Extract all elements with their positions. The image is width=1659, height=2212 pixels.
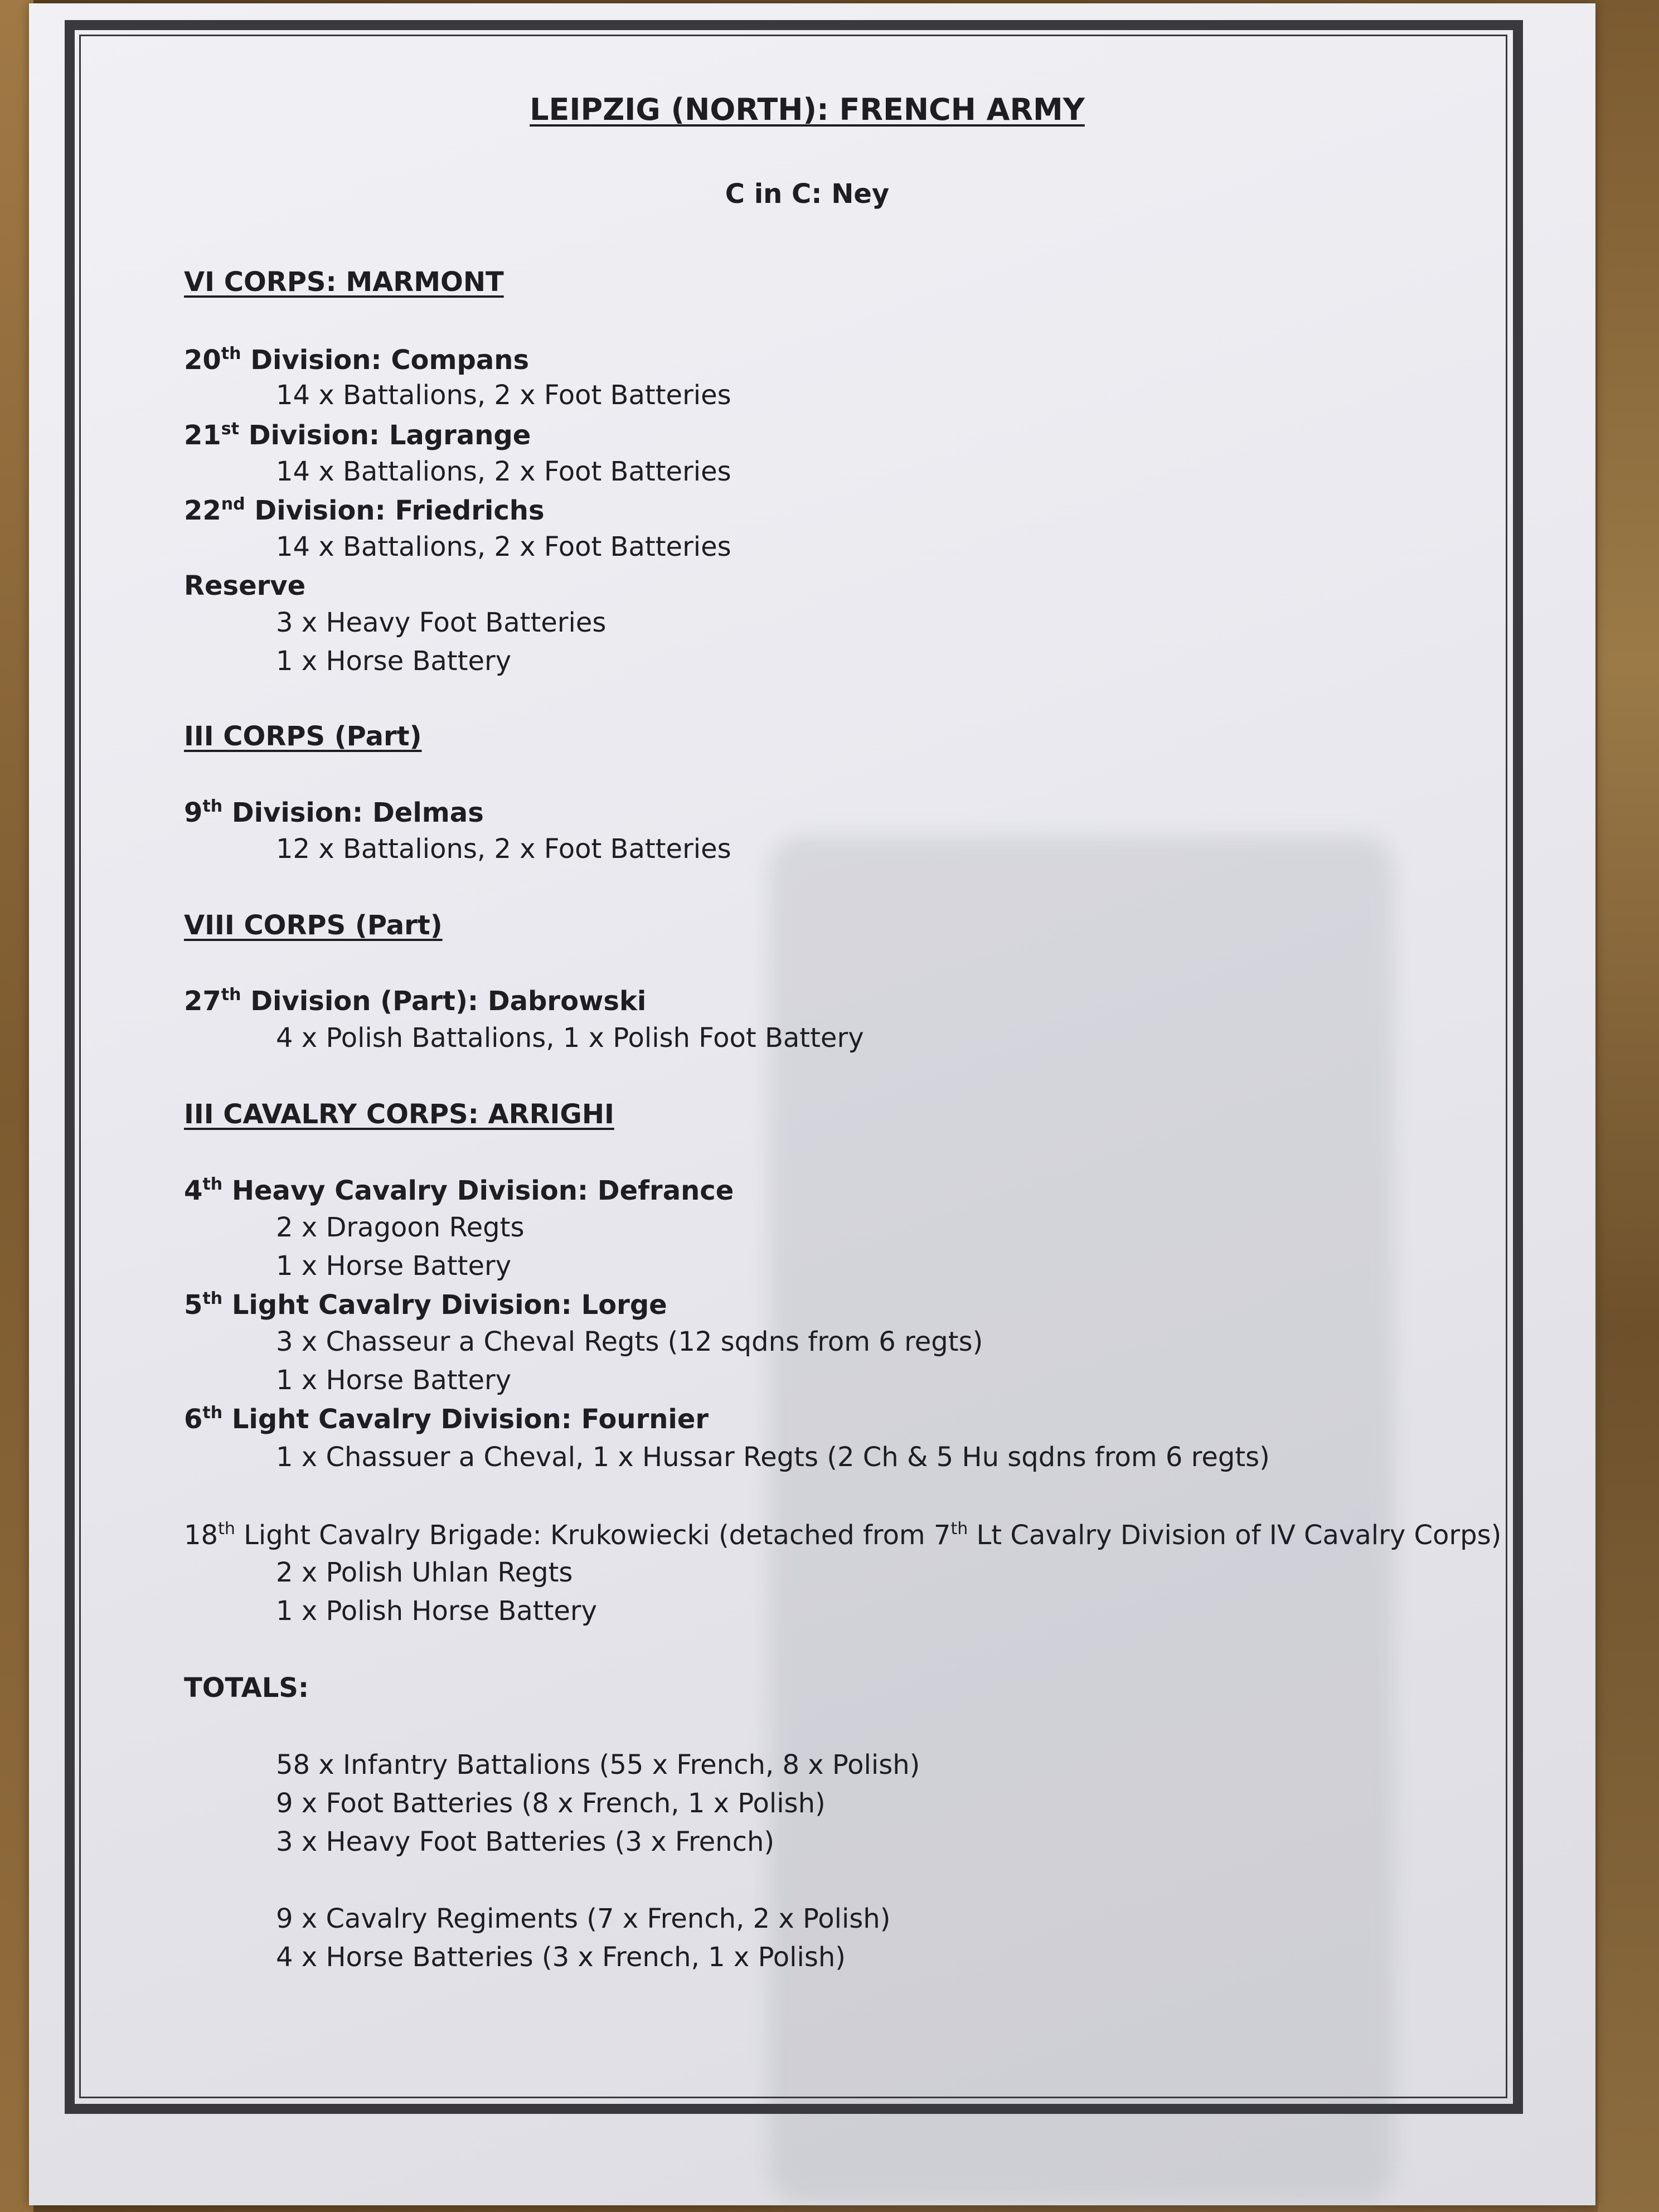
brigade-heading-18 <box>184 1521 1501 1549</box>
division-heading-21 <box>184 421 531 449</box>
division-number: 5 <box>184 1289 203 1321</box>
ordinal-suffix: nd <box>221 494 245 514</box>
totals-line-2: 9 x Foot Batteries (8 x French, 1 x Polish) <box>276 1788 826 1819</box>
division-units-9: 12 x Battalions, 2 x Foot Batteries <box>276 833 731 865</box>
division-name: Division: Lagrange <box>239 420 531 451</box>
division-name: Division (Part): Dabrowski <box>241 986 647 1017</box>
division-name: Heavy Cavalry Division: Defrance <box>222 1175 734 1206</box>
totals-line-4: 9 x Cavalry Regiments (7 x French, 2 x Polish) <box>276 1903 891 1934</box>
ordinal-suffix: th <box>202 1403 223 1423</box>
division-name: Division: Delmas <box>222 797 484 828</box>
division-name: Division: Compans <box>241 345 530 376</box>
division-name: Light Cavalry Division: Fournier <box>222 1404 709 1435</box>
division-number: 20 <box>184 345 221 376</box>
division-heading-9 <box>184 798 484 826</box>
division-name: Division: Friedrichs <box>245 495 545 526</box>
page-title: LEIPZIG (NORTH): FRENCH ARMY <box>530 92 1085 127</box>
division-units-27: 4 x Polish Battalions, 1 x Polish Foot Battery <box>276 1022 864 1054</box>
brigade-text-b: Lt Cavalry Division of IV Cavalry Corps) <box>968 1520 1502 1551</box>
division-unit-cav-5-1: 3 x Chasseur a Cheval Regts (12 sqdns from 6 regts) <box>276 1326 983 1357</box>
ordinal-suffix: th <box>202 1289 223 1308</box>
division-heading-20 <box>184 344 530 376</box>
totals-line-3: 3 x Heavy Foot Batteries (3 x French) <box>276 1826 775 1857</box>
division-unit-cav-6-1: 1 x Chassuer a Cheval, 1 x Hussar Regts (2 Ch & 5 Hu sqdns from 6 regts) <box>276 1442 1270 1473</box>
reserve-unit-1: 3 x Heavy Foot Batteries <box>276 607 607 638</box>
brigade-unit-2: 1 x Polish Horse Battery <box>276 1595 598 1627</box>
division-number: 27 <box>184 986 221 1017</box>
ordinal-suffix: st <box>221 419 239 439</box>
division-name: Light Cavalry Division: Lorge <box>222 1289 667 1321</box>
corps-heading-iii: III CORPS (Part) <box>184 721 422 752</box>
division-number: 9 <box>184 797 203 828</box>
totals-heading: TOTALS: <box>184 1672 309 1704</box>
division-units-20: 14 x Battalions, 2 x Foot Batteries <box>276 380 731 411</box>
brigade-unit-1: 2 x Polish Uhlan Regts <box>276 1557 573 1588</box>
reserve-heading: Reserve <box>184 570 306 601</box>
division-heading-cav-4 <box>184 1176 734 1204</box>
brigade-number: 18 <box>184 1520 219 1551</box>
division-number: 21 <box>184 420 221 451</box>
division-units-21: 14 x Battalions, 2 x Foot Batteries <box>276 456 731 487</box>
totals-line-5: 4 x Horse Batteries (3 x French, 1 x Polish) <box>276 1942 846 1973</box>
division-unit-cav-4-1: 2 x Dragoon Regts <box>276 1212 525 1243</box>
ordinal-suffix: th <box>202 797 223 816</box>
corps-heading-cavalry-iii: III CAVALRY CORPS: ARRIGHI <box>184 1099 614 1130</box>
ordinal-suffix: th <box>218 1519 235 1539</box>
division-number: 22 <box>184 495 221 526</box>
division-heading-cav-5 <box>184 1289 667 1321</box>
division-number: 4 <box>184 1175 203 1206</box>
division-unit-cav-4-2: 1 x Horse Battery <box>276 1250 512 1282</box>
brigade-text-a: Light Cavalry Brigade: Krukowiecki (detached from 7 <box>235 1520 951 1551</box>
commander-line: C in C: Ney <box>725 178 890 210</box>
division-unit-cav-5-2: 1 x Horse Battery <box>276 1365 512 1396</box>
corps-heading-vi: VI CORPS: MARMONT <box>184 266 504 298</box>
reserve-unit-2: 1 x Horse Battery <box>276 646 512 677</box>
division-heading-cav-6 <box>184 1405 709 1433</box>
ordinal-suffix: th <box>221 344 241 363</box>
totals-line-1: 58 x Infantry Battalions (55 x French, 8 x Polish) <box>276 1749 920 1781</box>
ordinal-suffix: th <box>202 1175 223 1194</box>
division-number: 6 <box>184 1404 203 1435</box>
ordinal-suffix: th <box>221 985 241 1005</box>
corps-heading-viii: VIII CORPS (Part) <box>184 910 443 941</box>
division-heading-22 <box>184 496 545 524</box>
division-heading-27 <box>184 987 646 1015</box>
ordinal-suffix: th <box>950 1519 968 1539</box>
division-units-22: 14 x Battalions, 2 x Foot Batteries <box>276 531 731 562</box>
